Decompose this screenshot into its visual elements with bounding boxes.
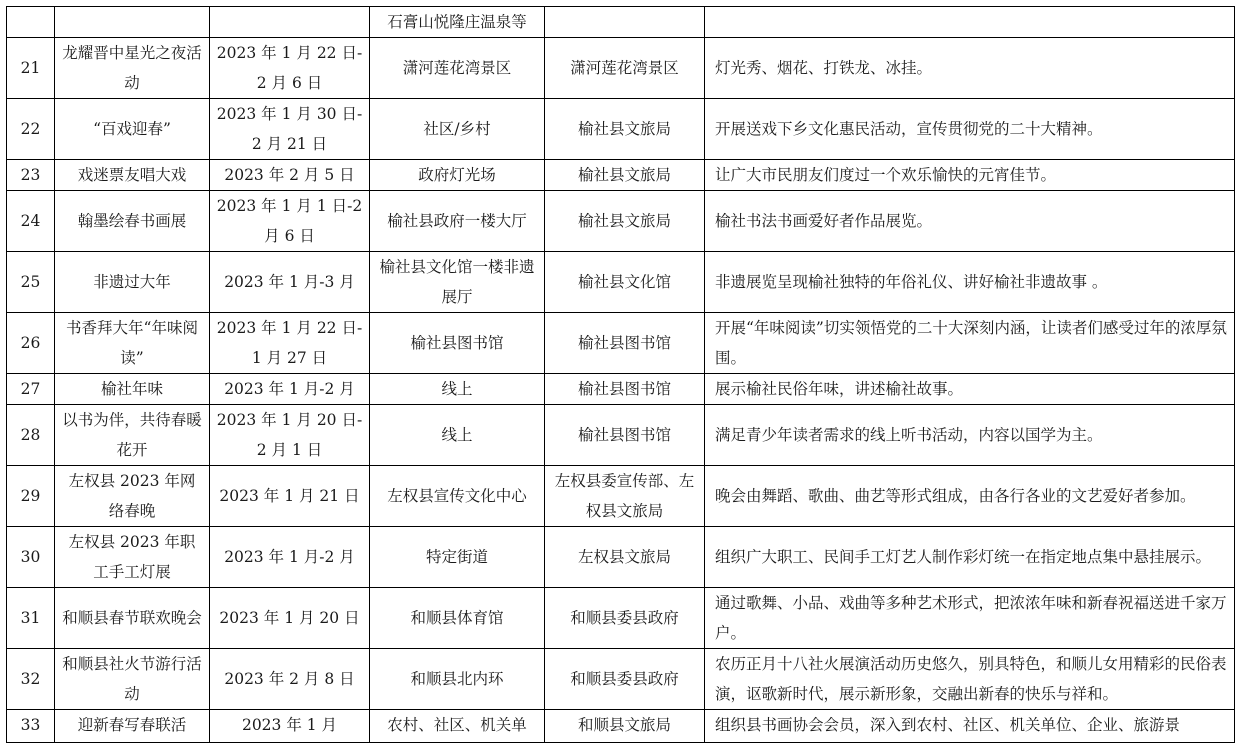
row-number-cell: 29 bbox=[7, 466, 55, 527]
table-row bbox=[7, 527, 1235, 588]
event-date-cell: 2023 年 1 月 21 日 bbox=[210, 466, 370, 527]
event-name-cell: 左权县 2023 年职工手工灯展 bbox=[55, 527, 210, 588]
event-name-cell: 以书为伴，共待春暖花开 bbox=[55, 405, 210, 466]
event-date-cell bbox=[210, 7, 370, 38]
event-name-cell: 和顺县春节联欢晚会 bbox=[55, 588, 210, 649]
event-content-cell: 晚会由舞蹈、歌曲、曲艺等形式组成，由各行各业的文艺爱好者参加。 bbox=[705, 466, 1235, 527]
event-organizer-cell: 榆社县图书馆 bbox=[545, 374, 705, 405]
row-number-cell: 28 bbox=[7, 405, 55, 466]
events-table bbox=[6, 6, 1235, 743]
event-venue-cell: 榆社县政府一楼大厅 bbox=[370, 191, 545, 252]
event-organizer-cell: 榆社县文旅局 bbox=[545, 160, 705, 191]
event-content-cell: 灯光秀、烟花、打铁龙、冰挂。 bbox=[705, 38, 1235, 99]
event-name-cell: “百戏迎春” bbox=[55, 99, 210, 160]
event-venue-cell: 线上 bbox=[370, 374, 545, 405]
event-organizer-cell: 榆社县文旅局 bbox=[545, 99, 705, 160]
event-name-cell: 非遗过大年 bbox=[55, 252, 210, 313]
event-name-cell: 榆社年味 bbox=[55, 374, 210, 405]
table-row bbox=[7, 191, 1235, 252]
event-content-cell: 农历正月十八社火展演活动历史悠久，别具特色，和顺儿女用精彩的民俗表演，讴歌新时代，展示新形象，交融出新春的快乐与祥和。 bbox=[705, 649, 1235, 710]
row-number-cell bbox=[7, 7, 55, 38]
row-number-cell: 26 bbox=[7, 313, 55, 374]
row-number-cell: 30 bbox=[7, 527, 55, 588]
event-date-cell: 2023 年 1 月 1 日-2 月 6 日 bbox=[210, 191, 370, 252]
event-venue-cell: 和顺县体育馆 bbox=[370, 588, 545, 649]
event-name-cell: 左权县 2023 年网络春晚 bbox=[55, 466, 210, 527]
row-number-cell: 22 bbox=[7, 99, 55, 160]
event-content-cell: 满足青少年读者需求的线上听书活动，内容以国学为主。 bbox=[705, 405, 1235, 466]
event-venue-cell: 线上 bbox=[370, 405, 545, 466]
event-name-cell: 龙耀晋中星光之夜活动 bbox=[55, 38, 210, 99]
event-venue-cell: 政府灯光场 bbox=[370, 160, 545, 191]
event-date-cell: 2023 年 1 月 30 日-2 月 21 日 bbox=[210, 99, 370, 160]
event-organizer-cell: 榆社县图书馆 bbox=[545, 405, 705, 466]
row-number-cell: 32 bbox=[7, 649, 55, 710]
event-venue-cell: 左权县宣传文化中心 bbox=[370, 466, 545, 527]
event-venue-cell: 榆社县图书馆 bbox=[370, 313, 545, 374]
table-row bbox=[7, 99, 1235, 160]
event-content-cell: 开展送戏下乡文化惠民活动，宣传贯彻党的二十大精神。 bbox=[705, 99, 1235, 160]
table-row bbox=[7, 38, 1235, 99]
table-row bbox=[7, 588, 1235, 649]
row-number-cell: 31 bbox=[7, 588, 55, 649]
event-content-cell: 让广大市民朋友们度过一个欢乐愉快的元宵佳节。 bbox=[705, 160, 1235, 191]
event-venue-cell: 石膏山悦隆庄温泉等 bbox=[370, 7, 545, 38]
event-venue-cell: 潇河莲花湾景区 bbox=[370, 38, 545, 99]
event-name-cell: 迎新春写春联活 bbox=[55, 710, 210, 743]
event-organizer-cell: 和顺县委县政府 bbox=[545, 588, 705, 649]
event-date-cell: 2023 年 1 月 20 日-2 月 1 日 bbox=[210, 405, 370, 466]
table-row bbox=[7, 405, 1235, 466]
table-row bbox=[7, 466, 1235, 527]
event-organizer-cell: 榆社县图书馆 bbox=[545, 313, 705, 374]
table-row bbox=[7, 374, 1235, 405]
event-organizer-cell: 和顺县文旅局 bbox=[545, 710, 705, 743]
event-organizer-cell: 潇河莲花湾景区 bbox=[545, 38, 705, 99]
event-content-cell: 通过歌舞、小品、戏曲等多种艺术形式，把浓浓年味和新春祝福送进千家万户。 bbox=[705, 588, 1235, 649]
event-organizer-cell: 左权县委宣传部、左权县文旅局 bbox=[545, 466, 705, 527]
event-date-cell: 2023 年 2 月 8 日 bbox=[210, 649, 370, 710]
event-date-cell: 2023 年 1 月 22 日-1 月 27 日 bbox=[210, 313, 370, 374]
event-venue-cell: 农村、社区、机关单 bbox=[370, 710, 545, 743]
event-name-cell: 翰墨绘春书画展 bbox=[55, 191, 210, 252]
event-organizer-cell: 和顺县委县政府 bbox=[545, 649, 705, 710]
event-venue-cell: 社区/乡村 bbox=[370, 99, 545, 160]
row-number-cell: 24 bbox=[7, 191, 55, 252]
event-date-cell: 2023 年 1 月 bbox=[210, 710, 370, 743]
table-row bbox=[7, 313, 1235, 374]
event-content-cell bbox=[705, 7, 1235, 38]
row-number-cell: 21 bbox=[7, 38, 55, 99]
event-date-cell: 2023 年 2 月 5 日 bbox=[210, 160, 370, 191]
event-organizer-cell: 榆社县文化馆 bbox=[545, 252, 705, 313]
event-content-cell: 组织广大职工、民间手工灯艺人制作彩灯统一在指定地点集中悬挂展示。 bbox=[705, 527, 1235, 588]
event-organizer-cell bbox=[545, 7, 705, 38]
event-venue-cell: 和顺县北内环 bbox=[370, 649, 545, 710]
table-row bbox=[7, 649, 1235, 710]
event-date-cell: 2023 年 1 月-2 月 bbox=[210, 374, 370, 405]
table-row bbox=[7, 160, 1235, 191]
event-name-cell: 戏迷票友唱大戏 bbox=[55, 160, 210, 191]
event-venue-cell: 榆社县文化馆一楼非遗展厅 bbox=[370, 252, 545, 313]
event-name-cell bbox=[55, 7, 210, 38]
event-content-cell: 开展“年味阅读”切实领悟党的二十大深刻内涵，让读者们感受过年的浓厚氛围。 bbox=[705, 313, 1235, 374]
row-number-cell: 23 bbox=[7, 160, 55, 191]
event-content-cell: 非遗展览呈现榆社独特的年俗礼仪、讲好榆社非遗故事 。 bbox=[705, 252, 1235, 313]
event-content-cell: 组织县书画协会会员，深入到农村、社区、机关单位、企业、旅游景 bbox=[705, 710, 1235, 743]
event-organizer-cell: 榆社县文旅局 bbox=[545, 191, 705, 252]
row-number-cell: 33 bbox=[7, 710, 55, 743]
event-name-cell: 书香拜大年“年味阅读” bbox=[55, 313, 210, 374]
row-number-cell: 27 bbox=[7, 374, 55, 405]
table-row bbox=[7, 7, 1235, 38]
event-content-cell: 榆社书法书画爱好者作品展览。 bbox=[705, 191, 1235, 252]
row-number-cell: 25 bbox=[7, 252, 55, 313]
table-row bbox=[7, 252, 1235, 313]
event-date-cell: 2023 年 1 月-2 月 bbox=[210, 527, 370, 588]
event-date-cell: 2023 年 1 月 22 日-2 月 6 日 bbox=[210, 38, 370, 99]
event-date-cell: 2023 年 1 月 20 日 bbox=[210, 588, 370, 649]
event-venue-cell: 特定街道 bbox=[370, 527, 545, 588]
table-body bbox=[7, 7, 1235, 743]
event-organizer-cell: 左权县文旅局 bbox=[545, 527, 705, 588]
event-name-cell: 和顺县社火节游行活动 bbox=[55, 649, 210, 710]
event-date-cell: 2023 年 1 月-3 月 bbox=[210, 252, 370, 313]
event-content-cell: 展示榆社民俗年味，讲述榆社故事。 bbox=[705, 374, 1235, 405]
